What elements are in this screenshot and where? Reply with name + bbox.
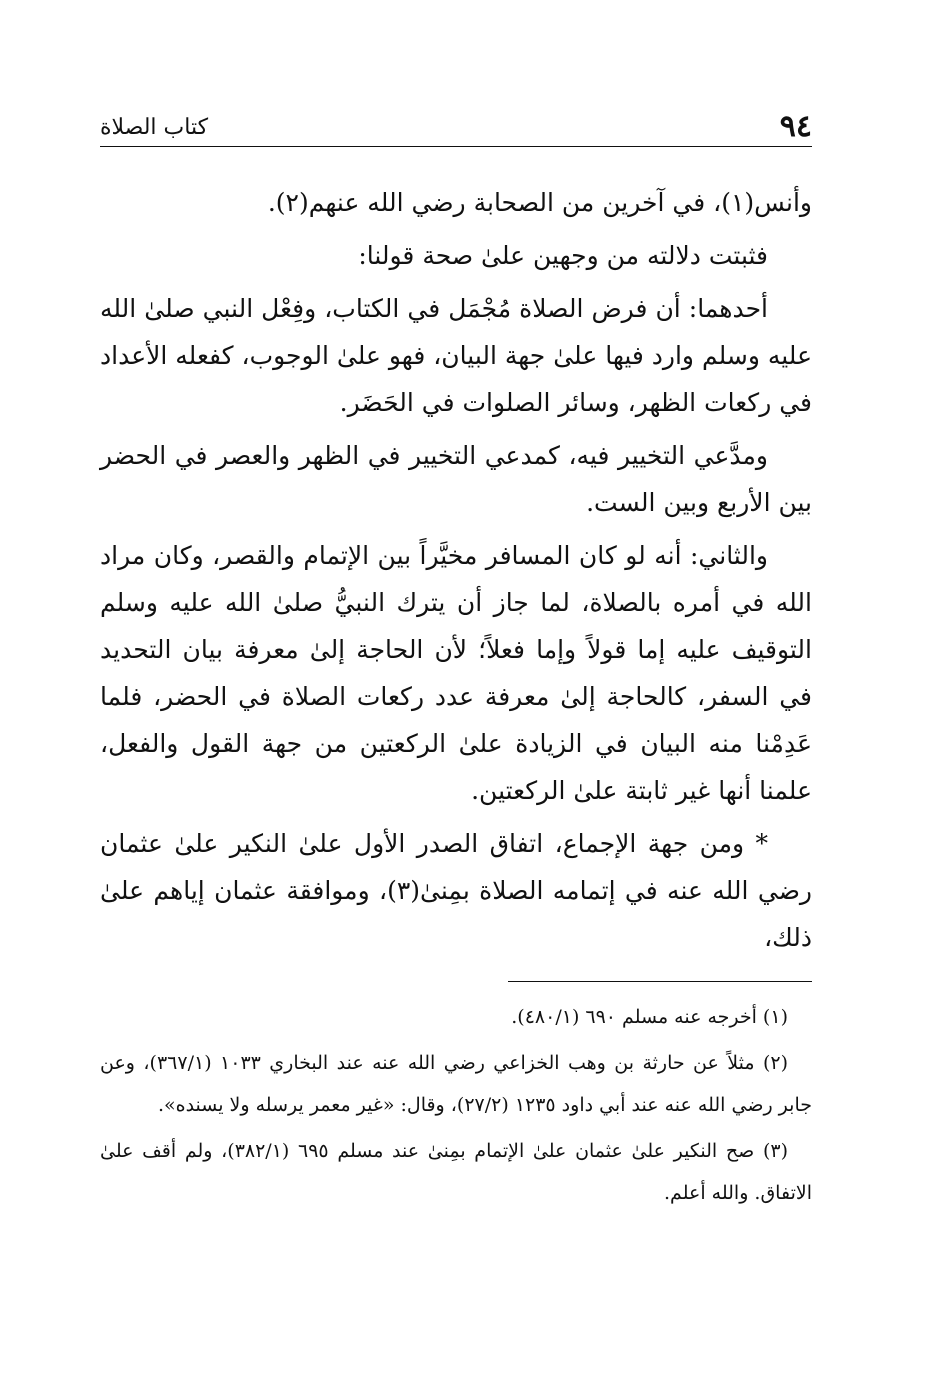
footnote-3: (٣) صح النكير علىٰ عثمان علىٰ الإتمام بمِنىٰ عند مسلم ٦٩٥ (٣٨٢/١)، ولم أقف علىٰ الاتفاق. والله أعلم.: [100, 1140, 812, 1204]
footnote-1: (١) أخرجه عنه مسلم ٦٩٠ (٤٨٠/١).: [511, 1006, 788, 1028]
running-header: [100, 100, 812, 147]
paragraph-5: والثاني: أنه لو كان المسافر مخيَّراً بين الإتمام والقصر، وكان مراد الله في أمره بالصلاة، لما جاز أن يترك النبيُّ صلىٰ الله عليه وسلم التوقيف عليه إما قولاً وإما فعلاً؛ لأن الحاجة إلىٰ معرفة بيان التحديد في السفر، كالحاجة إلىٰ معرفة عدد ركعات الصلاة في الحضر، فلما عَدِمْنا منه البيان في الزيادة علىٰ الركعتين من جهة القول والفعل، علمنا أنها غير ثابتة علىٰ الركعتين.: [100, 541, 812, 805]
page-number: ٩٤: [779, 109, 812, 144]
book-page: [100, 100, 812, 1300]
main-text: [100, 179, 812, 961]
footnote-2: (٢) مثلاً عن حارثة بن وهب الخزاعي رضي الله عنه عند البخاري ١٠٣٣ (٣٦٧/١)، وعن جابر رضي الله عنه عند أبي داود ١٢٣٥ (٢٧/٢)، وقال: «غير معمر يرسله ولا يسنده».: [100, 1052, 812, 1116]
book-title: كتاب الصلاة: [100, 115, 209, 140]
paragraph-4: ومدَّعي التخيير فيه، كمدعي التخيير في الظهر والعصر في الحضر بين الأربع وبين الست.: [100, 441, 812, 517]
paragraph-3: أحدهما: أن فرض الصلاة مُجْمَل في الكتاب، وفِعْل النبي صلىٰ الله عليه وسلم وارد فيها علىٰ جهة البيان، فهو علىٰ الوجوب، كفعله الأعداد في ركعات الظهر، وسائر الصلوات في الحَضَر.: [100, 294, 812, 417]
paragraph-6: * ومن جهة الإجماع، اتفاق الصدر الأول علىٰ النكير علىٰ عثمان رضي الله عنه في إتمامه الصلاة بمِنىٰ(٣)، وموافقة عثمان إياهم علىٰ ذلك،: [100, 829, 812, 952]
footnote-separator: [508, 981, 812, 982]
footnotes: [100, 996, 812, 1214]
paragraph-1: وأنس(١)، في آخرين من الصحابة رضي الله عنهم(٢).: [267, 188, 812, 217]
paragraph-2: فثبتت دلالته من وجهين علىٰ صحة قولنا:: [358, 241, 768, 270]
